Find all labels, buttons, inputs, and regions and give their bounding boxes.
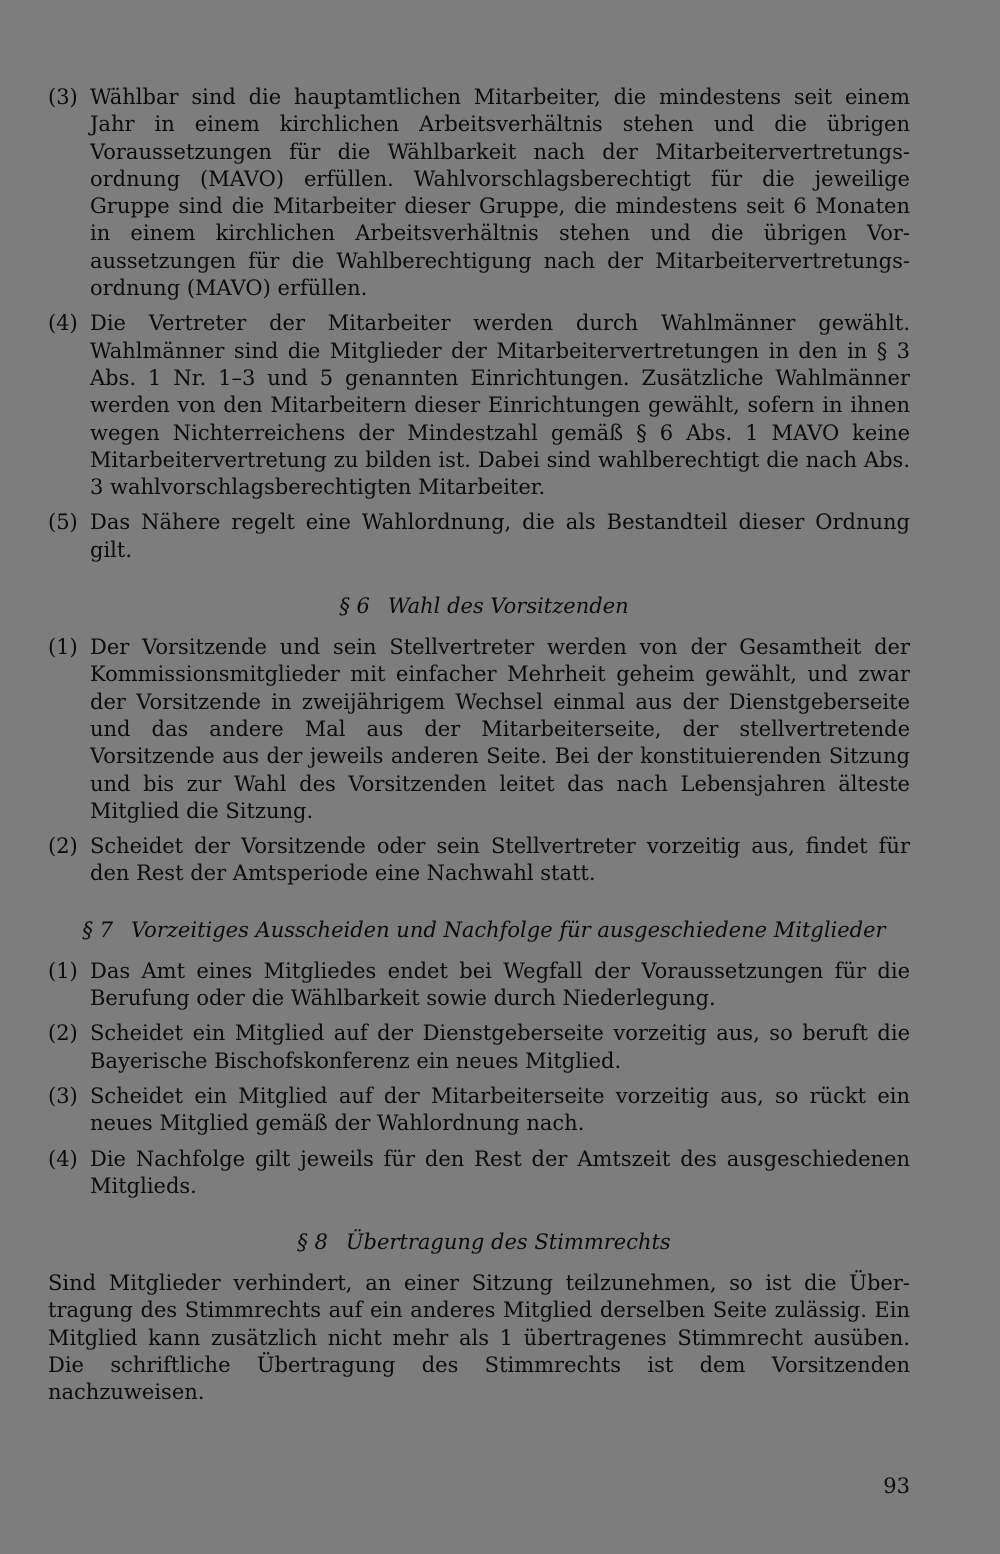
paragraph-text: Das Nähere regelt eine Wahlordnung, die als Bestandteil dieser Ordnung gilt. (90, 510, 910, 562)
paragraph-text: Die Vertreter der Mitarbeiter werden durch Wahlmänner gewählt. Wahlmänner sind die Mitglieder der Mitarbeitervertretungen in den in § 3 Abs. 1 Nr. 1–3 und 5 genannten Einrichtungen. Zusätzliche Wahlmänner werden von den Mitarbeitern dieser Einrichtungen gewählt, sofern in ihnen wegen Nichterreichens der Mindestzahl gemäß § 6 Abs. 1 MAVO keine Mitarbeitervertretung zu bilden ist. Dabei sind wahlberechtigt die nach Abs. 3 wahlvorschlagsberechtigten Mitarbeiter. (90, 311, 910, 500)
section-number: § 7 (82, 917, 113, 942)
paragraph-text: Der Vorsitzende und sein Stellvertreter werden von der Gesamtheit der Kommissionsmitglieder mit einfacher Mehrheit geheim gewählt, und zwar der Vorsitzende in zweijährigem Wechsel einmal aus der Dienstgeberseite und das andere Mal aus der Mitarbeiterseite, der stellvertretende Vorsitzende aus der jeweils anderen Seite. Bei der konstituierenden Sitzung und bis zur Wahl des Vorsitzenden leitet das nach Lebensjahren älteste Mitglied die Sitzung. (90, 635, 910, 823)
paragraph-number: (5) (48, 510, 78, 535)
paragraph-7-3 (48, 1083, 910, 1138)
paragraph-text: Wählbar sind die hauptamtlichen Mitarbeiter, die mindestens seit einem Jahr in einem kirchlichen Arbeitsverhältnis stehen und die übrigen Voraussetzungen für die Wählbarkeit nach der Mitarbeitervertretungsordnung (MAVO) erfüllen. Wahlvorschlagsberechtigt für die jeweilige Gruppe sind die Mitarbeiter dieser Gruppe, die mindestens seit 6 Monaten in einem kirchlichen Arbeitsverhältnis stehen und die übrigen Voraussetzungen für die Wahlberechtigung nach der Mitarbeitervertretungsordnung (MAVO) erfüllen. (90, 85, 910, 301)
paragraph-text: Scheidet der Vorsitzende oder sein Stellvertreter vorzeitig aus, findet für den Rest der Amtsperiode eine Nachwahl statt. (90, 834, 910, 886)
paragraph-6-2 (48, 833, 910, 888)
paragraph-text: Die Nachfolge gilt jeweils für den Rest der Amtszeit des ausgeschiedenen Mitglieds. (90, 1146, 910, 1198)
paragraph-number: (1) (48, 635, 78, 660)
paragraph-number: (4) (48, 311, 78, 336)
paragraph-number: (1) (48, 958, 78, 983)
section-title: Übertragung des Stimmrechts (345, 1230, 671, 1255)
section-title: Vorzeitiges Ausscheiden und Nachfolge für ausgeschiedene Mitglieder (130, 917, 886, 942)
paragraph-7-1 (48, 958, 910, 1013)
section-heading-7 (48, 916, 910, 944)
paragraph-text: Das Amt eines Mitgliedes endet bei Wegfall der Voraussetzungen für die Berufung oder die Wählbarkeit sowie durch Niederlegung. (90, 958, 910, 1011)
paragraph-5-4 (48, 310, 910, 501)
paragraph-number: (3) (48, 85, 78, 109)
paragraph-6-1 (48, 634, 910, 825)
paragraph-number: (3) (48, 1083, 78, 1108)
section-8-text: Sind Mitglieder verhindert, an einer Sitzung teilzunehmen, so ist die Übertragung des Stimmrechts auf ein anderes Mitglied derselben Seite zulässig. Ein Mitglied kann zusätzlich nicht mehr als 1 übertragenes Stimmrecht ausüben. Die schriftliche Übertragung des Stimmrechts ist dem Vorsitzenden nachzuweisen. (48, 1271, 910, 1405)
paragraph-5-3 (48, 84, 910, 302)
paragraph-5-5 (48, 509, 910, 564)
section-title: Wahl des Vorsitzenden (387, 594, 629, 619)
section-heading-6 (48, 592, 910, 620)
paragraph-number: (2) (48, 1021, 78, 1046)
section-number: § 8 (297, 1230, 328, 1255)
paragraph-number: (4) (48, 1146, 78, 1171)
section-heading-8 (48, 1228, 910, 1256)
section-number: § 6 (339, 594, 370, 619)
paragraph-text: Scheidet ein Mitglied auf der Dienstgeberseite vorzeitig aus, so beruft die Bayerische Bischofskonferenz ein neues Mitglied. (90, 1021, 910, 1073)
page-number: 93 (883, 1474, 910, 1498)
paragraph-number: (2) (48, 834, 78, 859)
paragraph-7-2 (48, 1020, 910, 1075)
paragraph-text: Scheidet ein Mitglied auf der Mitarbeiterseite vorzeitig aus, so rückt ein neues Mitglied gemäß der Wahlordnung nach. (90, 1083, 910, 1136)
paragraph-7-4 (48, 1146, 910, 1201)
